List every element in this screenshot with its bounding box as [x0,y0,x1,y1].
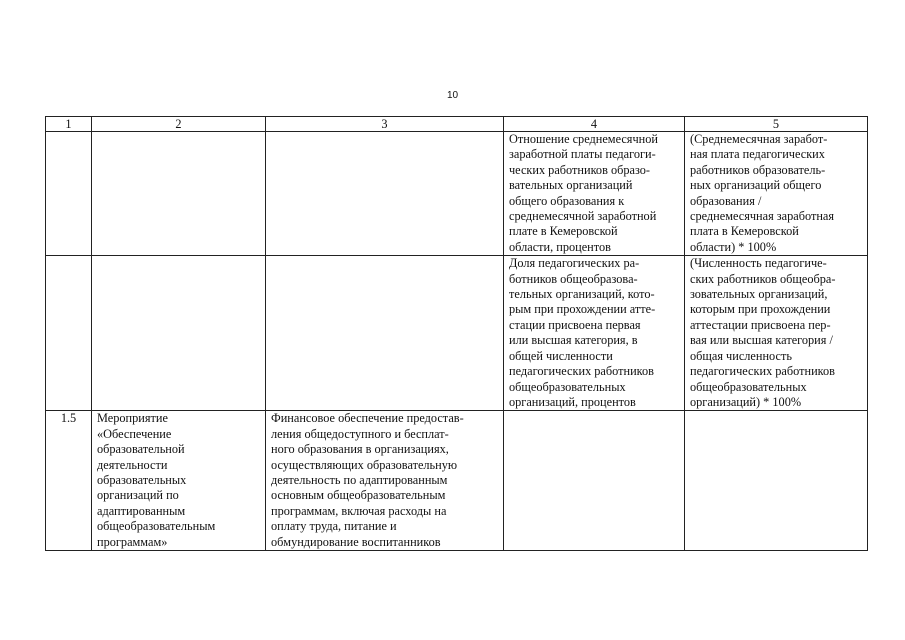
indicator-formula-cell [685,411,868,551]
page-number: 10 [446,90,459,101]
indicator-formula-cell: (Численность педагогиче- ских работников общеобра- зовательных организаций, которым при прохождении аттестации присвоена пер- вая или высшая категория / общая численность педагогических работников общеобразовательных организаций) * 100% [685,256,868,411]
header-cell-2: 2 [92,117,266,132]
row-number-cell [46,256,92,411]
table-row [46,256,868,411]
indicators-table [45,116,868,551]
indicator-formula-cell: (Среднемесячная заработ- ная плата педагогических работников образователь- ных организаций общего образования / среднемесячная заработная плата в Кемеровской области) * 100% [685,132,868,256]
row-number-cell: 1.5 [46,411,92,551]
event-description-cell: Финансовое обеспечение предостав- ления общедоступного и бесплат- ного образования в организациях, осуществляющих образовательную деятельность по адаптированным основным общеобразовательным программам, включая расходы на оплату труда, питание и обмундирование воспитанников [266,411,504,551]
header-cell-4: 4 [504,117,685,132]
event-name-cell: Мероприятие «Обеспечение образовательной деятельности образовательных организаций по адаптированным общеобразовательным программам» [92,411,266,551]
row-number-cell [46,132,92,256]
header-cell-3: 3 [266,117,504,132]
event-name-cell [92,132,266,256]
event-name-cell [92,256,266,411]
event-description-cell [266,132,504,256]
header-cell-5: 5 [685,117,868,132]
table-header-row [46,117,868,132]
event-description-cell [266,256,504,411]
table-row [46,411,868,551]
indicator-name-cell: Отношение среднемесячной заработной платы педагоги- ческих работников образо- вательных организаций общего образования к среднемесячной заработной плате в Кемеровской области, процентов [504,132,685,256]
table-row [46,132,868,256]
indicator-name-cell: Доля педагогических ра- ботников общеобразова- тельных организаций, кото- рым при прохождении атте- стации присвоена первая или высшая категория, в общей численности педагогических работников общеобразовательных организаций, процентов [504,256,685,411]
indicator-name-cell [504,411,685,551]
header-cell-1: 1 [46,117,92,132]
